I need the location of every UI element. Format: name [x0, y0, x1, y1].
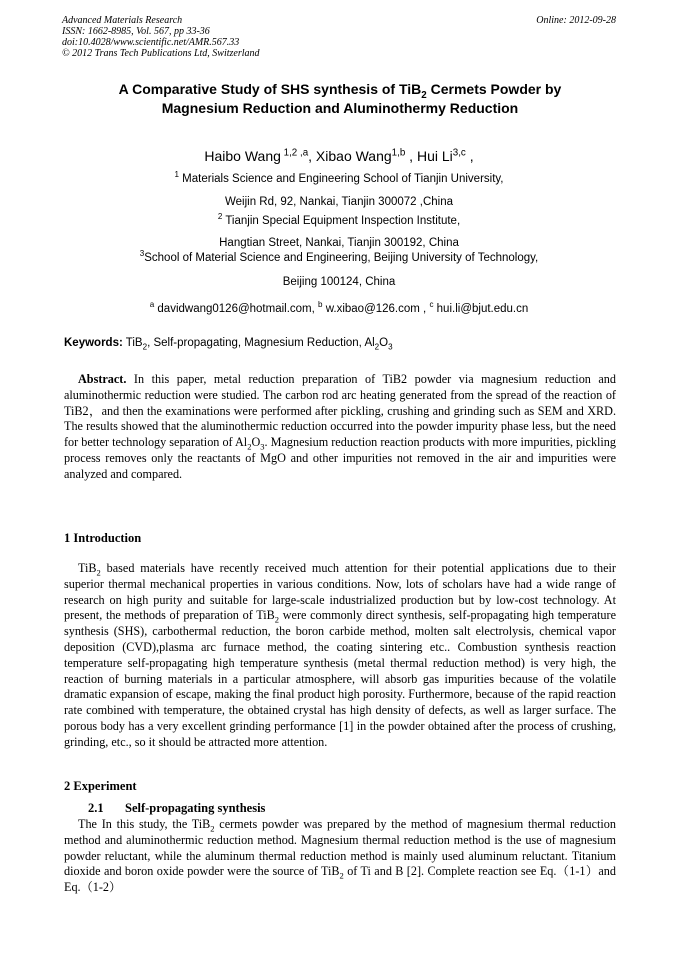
affiliation-line-6: Beijing 100124, China [282, 276, 396, 288]
author-emails: $^a$ davidwang0126@hotmail.com, $^b$ w.xibao@126.com , $^c$ hui.li@bjut.edu.cn [149, 300, 529, 315]
copyright-line: © 2012 Trans Tech Publications Ltd, Switzerland [62, 48, 260, 59]
author-list: Haibo Wang $^{1,2 ,a}$, Xibao Wang$^{1,b}$ , Hui Li$^{3,c}$ , [204, 147, 474, 164]
subsection-2-1-heading: 2.1 Self-propagating synthesis [88, 801, 266, 815]
journal-name: Advanced Materials Research [62, 15, 183, 26]
paper-title [60, 80, 620, 118]
email-c: hui.li@bjut.edu.cn [433, 303, 529, 315]
affiliation-line-2: Weijin Rd, 92, Nankai, Tianjin 300072 ,China [224, 196, 453, 208]
doi-line: doi:10.4028/www.scientific.net/AMR.567.33 [62, 37, 240, 48]
introduction-paragraph: TiB$_2$ based materials have recently received much attention for their potential applications due to their superior thermal mechanical properties in various conditions. Now, lots of scholars have had a wide range of research on high purity and suitable for large-scale industrialized production but by low-cost technology. At present, the methods of preparation of TiB$_2$ were commonly direct synthesis, self-propagating high temperature synthesis (SHS), carbothermal reduction, the boron carbide method, molten salt electrolysis, chemical vapor deposition (CVD),plasma arc furnace method, the coating sintering etc.. Combustion synthesis reaction temperature self-propagating high temperature synthesis (metal thermal reduction method) is very high, the reaction of burning materials in a particular atmosphere, will absorb gas impurities because of the volatile dramatic expansion of escape, making the final product high porosity. Furthermore, because of the rapid reaction rate combined with temperature, the obtained crystal has high density of defects, as well as larger surface. The porous body has a very excellent grinding performance [1] in the powder obtained after the process of crushing, grinding, etc., so it should be attracted more attention. [64, 561, 616, 749]
affiliation-line-5: $^3$School of Material Science and Engineering, Beijing University of Technology, [139, 249, 539, 264]
email-b: w.xibao@126.com , [322, 303, 430, 315]
author-1: Haibo Wang [204, 148, 281, 164]
affiliation-line-1: $^1$ Materials Science and Engineering School of Tianjin University, [174, 170, 504, 185]
abstract-label: Abstract. [78, 372, 127, 386]
email-a: davidwang0126@hotmail.com, [154, 303, 319, 315]
author-3: , Hui Li [405, 148, 453, 164]
author-2: , Xibao Wang [308, 148, 392, 164]
keywords-label: Keywords: [64, 337, 123, 349]
affiliation-line-4: Hangtian Street, Nankai, Tianjin 300192, China [219, 237, 459, 249]
journal-header [62, 15, 616, 59]
title-line-1: A Comparative Study of SHS synthesis of TiB$_2$ Cermets Powder by [118, 81, 562, 101]
issn-line: ISSN: 1662-8985, Vol. 567, pp 33-36 [62, 26, 210, 37]
experiment-paragraph: The In this study, the TiB$_2$ cermets powder was prepared by the method of magnesium thermal reduction method and aluminothermic reduction method. Magnesium thermal reduction method is the use of magnesium powder reluctant, while the aluminum thermal reduction method is mainly used aluminum reluctant. Titanium dioxide and boron oxide powder were the source of TiB$_2$ of Ti and B [2]. Complete reaction see Eq.（1-1）and Eq.（1-2） [64, 817, 616, 895]
section-2-heading: 2 Experiment [64, 779, 137, 793]
title-line-2: Magnesium Reduction and Aluminothermy Reduction [161, 100, 519, 116]
section-1-heading: 1 Introduction [64, 531, 142, 545]
abstract-paragraph: Abstract. In this paper, metal reduction preparation of TiB2 powder via magnesium reduction and aluminothermic reduction were studied. The carbon rod arc heating generated from the spread of the reaction of TiB2，and then the examinations were performed after pickling, crushing and grinding such as SEM and XRD. The results showed that the aluminothermic reduction occurred into the powder impurity phase less, but the need for better technology separation of $Al_2O_3$. Magnesium reduction reaction products with more impurities, pickling process removes only the reactants of MgO and other impurities not removed in the air and impurities were analyzed and compared. [64, 372, 616, 481]
affiliation-line-3: $^2$ Tianjin Special Equipment Inspection Institute, [217, 212, 461, 227]
online-date: Online: 2012-09-28 [536, 15, 616, 26]
keywords: Keywords: TiB$_2$, Self-propagating, Magnesium Reduction, $Al_2O_3$ [64, 337, 393, 352]
